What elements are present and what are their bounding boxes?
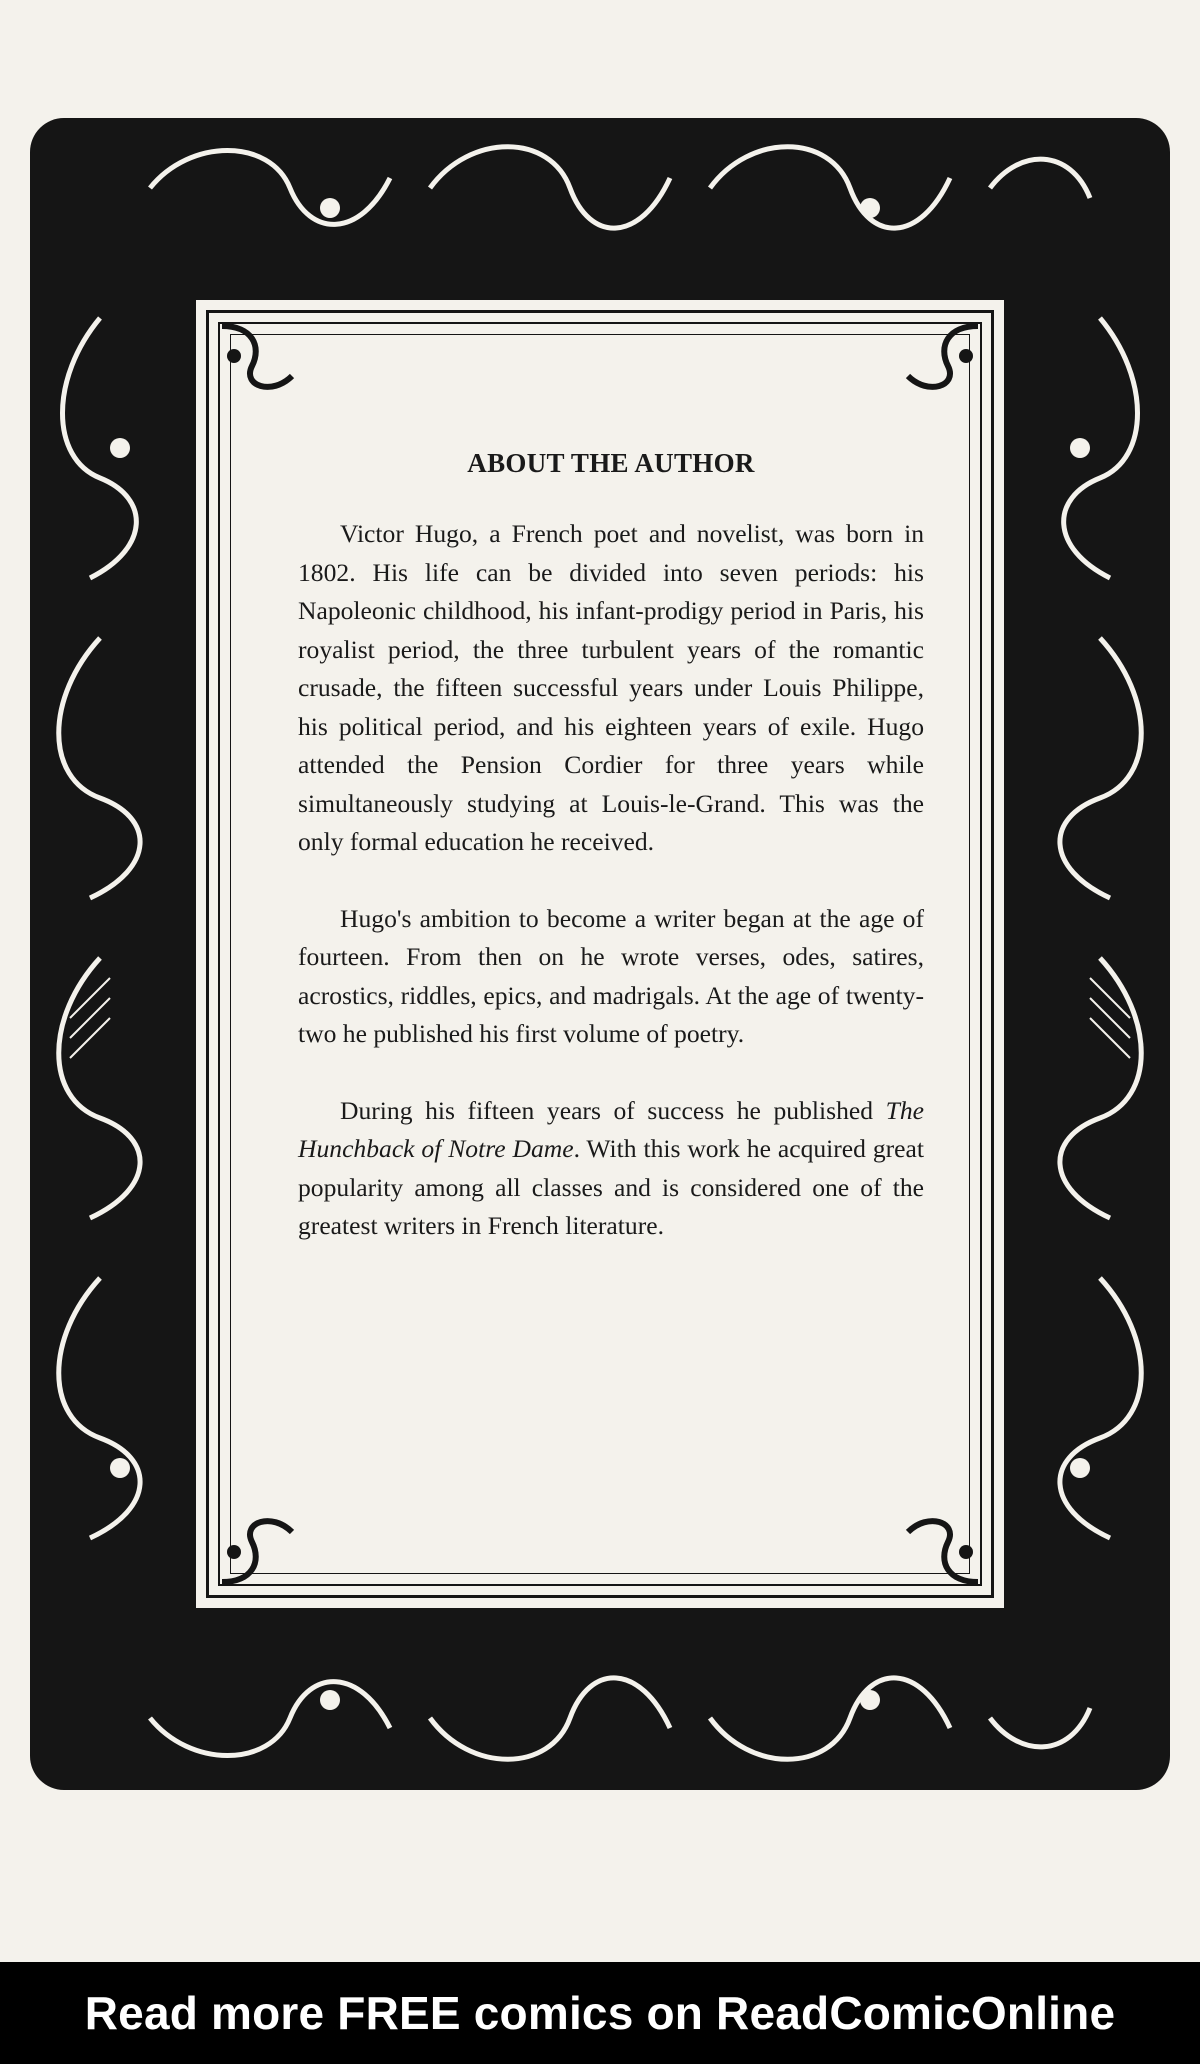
- corner-flourish-icon: [212, 316, 302, 406]
- page-title: ABOUT THE AUTHOR: [467, 448, 755, 478]
- paragraph: [298, 1092, 924, 1246]
- corner-flourish-icon: [898, 316, 988, 406]
- paragraph-tail: . With this work he acquired great popularity among all classes and is considered one of the greatest writers in French literature.: [298, 1134, 924, 1240]
- paragraph: Victor Hugo, a French poet and novelist, was born in 1802. His life can be divided into seven periods: his Napoleonic childhood, his infant-prodigy period in Paris, his royalist period, the three turbulent years of the romantic crusade, the fifteen successful years under Louis Philippe, his political period, and his eighteen years of exile. Hugo attended the Pension Cordier for three years while simultaneously studying at Louis-le-Grand. This was the only formal education he received.: [298, 519, 924, 856]
- corner-flourish-icon: [212, 1502, 302, 1592]
- promo-banner[interactable]: [0, 1962, 1200, 2064]
- book-title: The Hunchback of Notre Dame: [298, 1095, 924, 1163]
- promo-banner-text[interactable]: Read more FREE comics on ReadComicOnline: [84, 1987, 1116, 2039]
- corner-flourish-icon: [898, 1502, 988, 1592]
- paragraph: Hugo's ambition to become a writer began at the age of fourteen. From then on he wrote verses, odes, satires, acrostics, riddles, epics, and madrigals. At the age of twenty-two he published his first volume of poetry.: [298, 903, 924, 1048]
- about-author-text: [298, 448, 924, 1284]
- paragraph-lead: During his fifteen years of success he published: [340, 1095, 886, 1125]
